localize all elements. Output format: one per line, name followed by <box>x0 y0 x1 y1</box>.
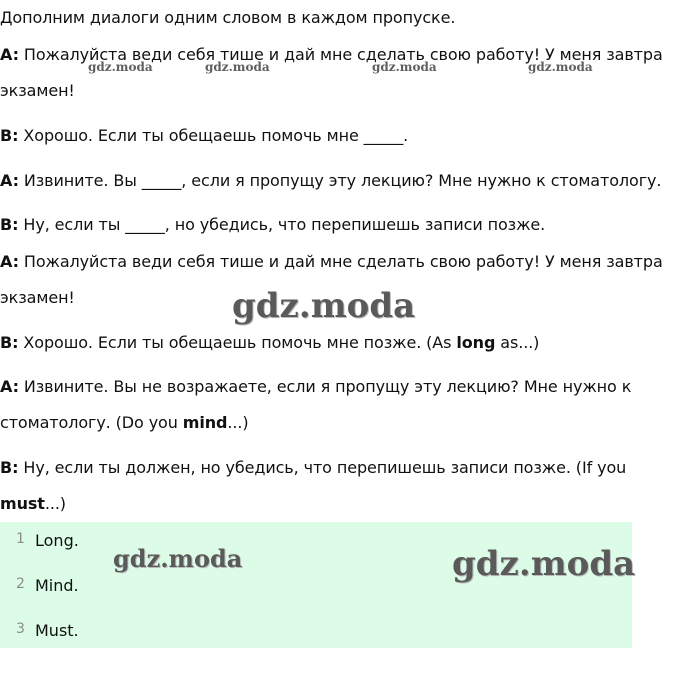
solution-text: экзамен! <box>0 288 75 307</box>
key-word: mind <box>182 413 228 432</box>
solution-line <box>0 494 66 513</box>
solution-line <box>0 288 75 307</box>
answer-number: 3 <box>16 621 25 637</box>
speaker-label: A: <box>0 45 19 64</box>
speaker-label: A: <box>0 252 19 271</box>
watermark: gdz.moda <box>372 60 437 74</box>
solution-line <box>0 413 249 432</box>
watermark: gdz.moda <box>232 286 416 326</box>
answer-number: 1 <box>16 531 25 547</box>
solution-line <box>0 252 663 271</box>
speaker-label: A: <box>0 377 19 396</box>
solution-tail: as...) <box>495 333 540 352</box>
watermark: gdz.moda <box>452 544 636 584</box>
watermark: gdz.moda <box>205 60 270 74</box>
speaker-label: B: <box>0 215 19 234</box>
key-word: must <box>0 494 45 513</box>
task-text: экзамен! <box>0 81 75 100</box>
speaker-label: B: <box>0 126 19 145</box>
task-text: Извините. Вы _____, если я пропущу эту лекцию? Мне нужно к стоматологу. <box>23 171 662 190</box>
speaker-label: B: <box>0 333 19 352</box>
task-text: Пожалуйста веди себя тише и дай мне сделать свою работу! У меня завтра <box>23 45 663 64</box>
solution-tail: ...) <box>44 494 66 513</box>
speaker-label: B: <box>0 458 19 477</box>
answer-box <box>0 522 632 648</box>
task-line <box>0 215 545 234</box>
solution-text: Пожалуйста веди себя тише и дай мне сделать свою работу! У меня завтра <box>23 252 663 271</box>
task-line <box>0 81 75 100</box>
task-text: Хорошо. Если ты обещаешь помочь мне _____. <box>23 126 409 145</box>
answer-text: Mind. <box>35 576 79 595</box>
key-word: long <box>456 333 496 352</box>
solution-line <box>0 458 626 477</box>
answer-text: Must. <box>35 621 79 640</box>
solution-text: Хорошо. Если ты обещаешь помочь мне позже. (As <box>23 333 457 352</box>
task-line <box>0 126 408 145</box>
instruction: Дополним диалоги одним словом в каждом пропуске. <box>0 8 456 27</box>
solution-line <box>0 377 631 396</box>
solution-text: Ну, если ты должен, но убедись, что перепишешь записи позже. (If you <box>23 458 627 477</box>
speaker-label: A: <box>0 171 19 190</box>
solution-text: стоматологу. (Do you <box>0 413 183 432</box>
task-line <box>0 171 661 190</box>
solution-line <box>0 333 539 352</box>
task-text: Ну, если ты _____, но убедись, что перепишешь записи позже. <box>23 215 546 234</box>
watermark: gdz.moda <box>528 60 593 74</box>
solution-tail: ...) <box>227 413 249 432</box>
watermark: gdz.moda <box>113 544 243 573</box>
solution-text: Извините. Вы не возражаете, если я пропущу эту лекцию? Мне нужно к <box>23 377 632 396</box>
answer-text: Long. <box>35 531 79 550</box>
answer-number: 2 <box>16 576 25 592</box>
watermark: gdz.moda <box>88 60 153 74</box>
